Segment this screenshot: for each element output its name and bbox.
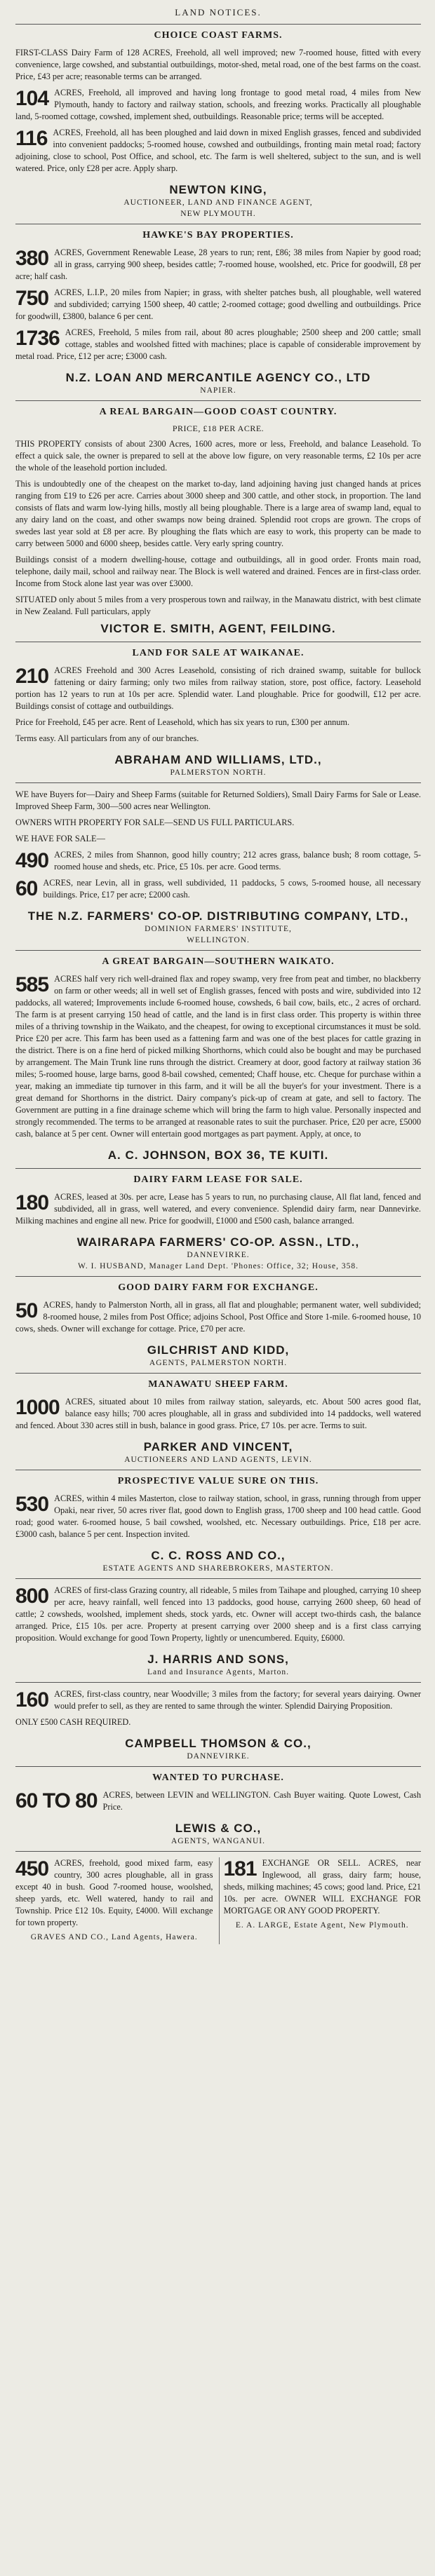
agent-name: E. A. LARGE, Estate Agent, New Plymouth. xyxy=(235,1921,409,1930)
ad-paragraph xyxy=(15,438,421,474)
agent-name: WAIRARAPA FARMERS' CO-OP. ASSN., LTD., xyxy=(76,1235,360,1249)
acreage-figure: 60 TO 80 xyxy=(15,1789,98,1812)
divider xyxy=(15,1851,421,1852)
ad-paragraph xyxy=(15,554,421,590)
agent-address: W. I. HUSBAND, Manager Land Dept. 'Phones: Office, 32; House, 358. xyxy=(78,1262,359,1270)
land-notice-ad xyxy=(15,30,421,218)
divider xyxy=(15,782,421,783)
land-notice-ad xyxy=(15,648,421,777)
agent-address: AGENTS, PALMERSTON NORTH. xyxy=(149,1359,288,1367)
ad-text: ACRES, within 4 miles Masterton, close to railway station, school, in grass, running through from upper Opaki, near river, 50 acres river flat, good down to English grass, 1700 sheep and 100 head cattle. Good road; good water. 6-roomed house, 5 bail cowshed, woolshed, etc. Necessary outbuildings. Price, £18 per acre. £3000 cash, balance 5 per cent. Inspection invited. xyxy=(15,1493,421,1539)
ad-paragraph xyxy=(15,87,421,123)
ad-text: ACRES, leased at 30s. per acre, Lease has 5 years to run, no purchasing clause, All flat land, fenced and subdivided, all in grass, well watered, and every convenience. Splendid dairy farm, near Dannevirke. Milking machines and engine all new. Price for goodwill, £1000 and £500 cash, balance arranged. xyxy=(15,1192,421,1226)
bottom-right-para: 181 EXCHANGE OR SELL. ACRES, near Inglewood, all grass, dairy farm; house, sheds, milking machines; 45 cows; good land. Price, £21 10s. per acre. OWNER WILL EXCHANGE FOR MORTGAGE OR ANY GOOD PROPERTY. xyxy=(223,1857,421,1916)
ad-text: OWNERS WITH PROPERTY FOR SALE—SEND US FULL PARTICULARS. xyxy=(15,818,295,827)
ad-text: ACRES, Freehold, all improved and having long frontage to good metal road, 4 miles from New Plymouth, handy to factory and railway station, schools, and freezing works. Practically all ploughable land, 5-roomed cottage, cowshed, implement shed, outbuildings. Reasonable price; terms will be accepted. xyxy=(15,88,421,121)
land-notice-ad xyxy=(15,407,421,636)
ad-paragraph xyxy=(15,665,421,712)
acreage-figure: 160 xyxy=(15,1688,49,1711)
ad-paragraph xyxy=(15,127,421,175)
ad-text: ACRES, Freehold, all has been ploughed and laid down in mixed English grasses, fenced and subdivided into convenient paddocks; 5-roomed house, cowshed and outbuildings, fronting main metal road; factory adjoining, close to school, Post Office, and school, etc. The farm is well sheltered, subject to the sun, and is well watered. Price, only £28 per acre. Apply sharp. xyxy=(15,128,421,173)
ad-paragraph xyxy=(15,1299,421,1335)
divider xyxy=(15,1168,421,1169)
divider xyxy=(15,1766,421,1767)
ad-text: ACRES, handy to Palmerston North, all in grass, all flat and ploughable; permanent water, well subdivided; 8-roomed house, 2 miles from Post Office; adjoins School, Post Office and Store 1-mile. 6-roomed house, 10 cows, sheds. Owner will exchange for cottage. Price, £70 per acre. xyxy=(15,1300,421,1334)
ad-paragraph xyxy=(15,594,421,618)
ad-paragraph xyxy=(15,833,421,845)
bottom-right-ad xyxy=(219,1857,422,1944)
ad-paragraph xyxy=(15,1688,421,1712)
ad-text: WE HAVE FOR SALE— xyxy=(15,834,105,843)
ad-heading: MANAWATU SHEEP FARM. xyxy=(148,1379,288,1390)
ad-paragraph xyxy=(15,1191,421,1227)
agent-name: GRAVES AND CO., Land Agents, Hawera. xyxy=(30,1933,198,1941)
ad-text: ACRES, first-class country, near Woodville; 3 miles from the factory; for several years dairying. Owner would prefer to sell, as they are rented to same through the winter. Splendid Dairying Proposition. xyxy=(54,1689,421,1711)
agent-address: AGENTS, WANGANUI. xyxy=(170,1837,266,1845)
ad-heading: PROSPECTIVE VALUE SURE ON THIS. xyxy=(117,1476,319,1486)
acreage-figure: 60 xyxy=(15,877,38,900)
agent-name: N.Z. LOAN AND MERCANTILE AGENCY CO., LTD xyxy=(65,371,371,384)
ad-heading: HAWKE'S BAY PROPERTIES. xyxy=(142,230,294,240)
agent-address: NEW PLYMOUTH. xyxy=(180,210,256,218)
acreage-figure: 450 xyxy=(15,1857,49,1880)
divider xyxy=(15,400,421,401)
ad-text: ACRES, Government Renewable Lease, 28 years to run; rent, £86; 38 miles from Napier by good road; all in grass, carrying 900 sheep, besides cattle; 7-roomed house, woolshed, etc. Price for goodwill, £8 per acre; half cash. xyxy=(15,248,421,281)
acreage-figure: 116 xyxy=(15,127,48,150)
ad-text: ACRES, near Levin, all in grass, well subdivided, 11 paddocks, 5 cows, 5-roomed house, all necessary buildings. Price, £17 per acre; £2000 cash. xyxy=(43,878,421,900)
ad-text: This is undoubtedly one of the cheapest on the market to-day, land adjoining having just changed hands at prices ranging from £19 to £26 per acre. Carries about 3000 sheep and 300 cattle, and other stock, in proportion. The land consists of flats and warm low-lying hills, mostly all being ploughable. There is a large area of swamp land, equal to any dairy land on the coast, and other swamps now being drained. Splendid root crops are grown. The crops of swedes last year sold at £8 per acre. By ploughing the flats which are easy to work, this property can be made to carry between 5000 and 6000 sheep, besides cattle. Very early spring country. xyxy=(15,479,421,548)
divider xyxy=(15,1276,421,1277)
ad-text: ACRES, Freehold, 5 miles from rail, about 80 acres ploughable; 2500 sheep and 200 cattle; small cottage, stables and woolshed fitted with machines; place is capable of considerable improvement by metal road. Price, £12 per acre; £3000 cash. xyxy=(15,327,421,361)
ad-text: WE have Buyers for—Dairy and Sheep Farms (suitable for Returned Soldiers), Small Dairy Farms for Sale or Lease. Improved Sheep Farm, 300—500 acres near Wellington. xyxy=(15,789,421,811)
land-notice-ad xyxy=(15,1772,421,1845)
acreage-figure: 750 xyxy=(15,287,49,310)
agent-name: THE N.Z. FARMERS' CO-OP. DISTRIBUTING COMPANY, LTD., xyxy=(27,909,409,923)
agent-address: PALMERSTON NORTH. xyxy=(170,768,267,777)
ad-text: FIRST-CLASS Dairy Farm of 128 ACRES, Freehold, all well improved; new 7-roomed house, fitted with every convenience, large cowshed, and substantial outbuildings, motor-shed, metal road, one of the best farms on the coast. Price, £43 per acre; reasonable terms can be arranged. xyxy=(15,48,421,81)
ad-paragraph xyxy=(15,1585,421,1644)
ad-paragraph xyxy=(15,717,421,728)
ad-paragraph xyxy=(15,973,421,1140)
agent-address: NAPIER. xyxy=(200,386,236,395)
ad-heading: GOOD DAIRY FARM FOR EXCHANGE. xyxy=(118,1282,319,1293)
ad-text: THIS PROPERTY consists of about 2300 Acres, 1600 acres, more or less, Freehold, and balance Leasehold. To effect a quick sale, the owner is prepared to sell at the above low figure, on very reasonable terms, £2 10s per acre the whole of the leasehold portion included. xyxy=(15,439,421,473)
land-notice-ad xyxy=(15,1688,421,1761)
agent-name: CAMPBELL THOMSON & CO., xyxy=(125,1737,312,1750)
agent-name: A. C. JOHNSON, BOX 36, TE KUITI. xyxy=(107,1148,329,1162)
land-notice-ad xyxy=(15,1476,421,1573)
acreage-figure: 104 xyxy=(15,87,49,110)
agent-address: AUCTIONEERS AND LAND AGENTS, LEVIN. xyxy=(124,1456,312,1464)
agent-name: NEWTON KING, xyxy=(169,183,267,196)
ad-heading: A REAL BARGAIN—GOOD COAST COUNTRY. xyxy=(99,407,337,417)
divider xyxy=(15,1682,421,1683)
agent-address: ESTATE AGENTS AND SHAREBROKERS, MASTERTON. xyxy=(102,1564,334,1573)
agent-address: WELLINGTON. xyxy=(187,936,250,944)
agent-name: VICTOR E. SMITH, AGENT, FEILDING. xyxy=(100,622,336,635)
bottom-columns xyxy=(15,1857,421,1944)
divider xyxy=(15,950,421,951)
land-notice-ad xyxy=(15,1282,421,1367)
ad-text: ACRES, L.I.P., 20 miles from Napier; in grass, with shelter patches bush, all ploughable, well watered and subdivided; carrying 1500 sheep, 40 cattle; 2-roomed cottage; good dwelling and outbuildings. Price for goodwill, £3800, balance 6 per cent. xyxy=(15,287,421,321)
ad-paragraph xyxy=(15,47,421,83)
ad-text: SITUATED only about 5 miles from a very prosperous town and railway, in the Manawatu district, with best climate in New Zealand. Full particulars, apply xyxy=(15,595,421,616)
agent-name: LEWIS & CO., xyxy=(175,1822,262,1835)
agent-name: GILCHRIST AND KIDD, xyxy=(147,1343,290,1357)
ad-text: ACRES, between LEVIN and WELLINGTON. Cash Buyer waiting. Quote Lowest, Cash Price. xyxy=(102,1790,421,1812)
acreage-figure: 50 xyxy=(15,1299,38,1322)
masthead: LAND NOTICES. xyxy=(175,7,262,18)
agent-name: ABRAHAM AND WILLIAMS, LTD., xyxy=(114,753,322,766)
agent-address: DOMINION FARMERS' INSTITUTE, xyxy=(145,925,292,933)
acreage-figure: 1736 xyxy=(15,327,60,350)
ad-heading: DAIRY FARM LEASE FOR SALE. xyxy=(133,1174,303,1185)
ad-text: Buildings consist of a modern dwelling-house, cottage and outbuildings, all in good order. Fronts main road, telephone, daily mail, school and railway near. The Block is well watered and drained. Fences are in first-class order. Income from Stock alone last year was over £3000. xyxy=(15,555,421,588)
ad-text: ACRES of first-class Grazing country, all rideable, 5 miles from Taihape and ploughed, carrying 10 sheep per acre, heavy rainfall, well fenced into 13 paddocks, good house, carrying 2600 sheep, 60 head of cattle; 2 cowsheds, woolshed, implement sheds, stock yards, etc. Owner will accept two-thirds cash, the balance arranged. Price, £15 10s. per acre. Property at present carrying over 2000 sheep and is a first class carrying proposition. Would exchange for good Town Property, lightly or unencumbered. Equity, £6000. xyxy=(15,1585,421,1643)
acreage-figure: 1000 xyxy=(15,1396,60,1419)
agent-address: DANNEVIRKE. xyxy=(187,1752,250,1761)
ad-paragraph xyxy=(15,247,421,283)
ad-text: Price for Freehold, £45 per acre. Rent of Leasehold, which has six years to run, £300 per annum. xyxy=(15,717,350,727)
divider xyxy=(15,24,421,25)
land-notice-ad xyxy=(15,956,421,1162)
ad-paragraph xyxy=(15,287,421,323)
ad-subheading: PRICE, £18 PER ACRE. xyxy=(172,423,265,433)
agent-name: J. HARRIS AND SONS, xyxy=(147,1653,289,1666)
ad-paragraph xyxy=(15,817,421,829)
ad-paragraph xyxy=(15,1396,421,1432)
agent-name: PARKER AND VINCENT, xyxy=(143,1440,293,1453)
acreage-figure: 181 xyxy=(223,1857,257,1880)
land-notice-ad xyxy=(15,1174,421,1270)
acreage-figure: 530 xyxy=(15,1493,49,1516)
land-notice-ad xyxy=(15,789,421,944)
acreage-figure: 490 xyxy=(15,849,49,872)
ad-text: ACRES Freehold and 300 Acres Leasehold, consisting of rich drained swamp, suitable for bullock fattening or dairy farming; only two miles from railway station, store, post office, factory. Leasehold portion has 12 years to run at 10s per acre. Splendid water. Land ploughable. Price for goodwill, £12 per acre. Buildings consist of cottage and outbuildings. xyxy=(15,665,421,711)
ad-heading: LAND FOR SALE AT WAIKANAE. xyxy=(132,648,304,658)
agent-address: Land and Insurance Agents, Marton. xyxy=(147,1668,289,1676)
agent-address: AUCTIONEER, LAND AND FINANCE AGENT, xyxy=(123,198,313,207)
divider xyxy=(15,1578,421,1579)
ad-paragraph xyxy=(15,789,421,813)
ad-heading: CHOICE COAST FARMS. xyxy=(154,30,283,41)
ads-container xyxy=(15,30,421,1845)
bottom-left-ad xyxy=(15,1857,213,1944)
ad-text: ONLY £500 CASH REQUIRED. xyxy=(15,1717,131,1727)
ad-paragraph xyxy=(15,1716,421,1728)
divider xyxy=(15,1373,421,1374)
ad-paragraph xyxy=(15,1493,421,1540)
land-notice-ad xyxy=(15,1585,421,1676)
acreage-figure: 585 xyxy=(15,973,49,996)
acreage-figure: 180 xyxy=(15,1191,49,1214)
ad-paragraph xyxy=(15,733,421,745)
agent-address: DANNEVIRKE. xyxy=(187,1251,250,1259)
ad-heading: A GREAT BARGAIN—SOUTHERN WAIKATO. xyxy=(102,956,335,967)
acreage-figure: 800 xyxy=(15,1585,49,1608)
land-notice-ad xyxy=(15,230,421,395)
ad-heading: WANTED TO PURCHASE. xyxy=(152,1772,284,1783)
ad-paragraph xyxy=(15,849,421,873)
ad-paragraph xyxy=(15,327,421,362)
ad-paragraph xyxy=(15,877,421,901)
ad-paragraph xyxy=(15,1789,421,1813)
land-notice-ad xyxy=(15,1379,421,1464)
ad-text: ACRES half very rich well-drained flax and ropey swamp, very free from peat and timber, no blackberry on farm or other weeds; all in well set of English grasses, fenced with posts and wire, subdivided into 12 paddocks, all watered; Improvements include 6-roomed house, cowsheds, 6 bail cow, bails, etc., 2 acres of orchard. The farm is at present carrying 150 head of cattle, and the land is in first class order. This property is within three miles of a thriving township in the Waikato, and the cheapest, for owing to exceptional circumstances it must be sold. Price £20 per acre. This farm has been used as a fattening farm and was one of the best places for cattle grazing in the district. There is on a fine herd of picked milking Shorthorns, which could also be bought and may be purchased by arrangement. The Main Trunk line runs through the district. Creamery at door, good factory at railway station 36 miles; 5-roomed house, large barns, good 8-bail cowshed, cemented; Chaff house, etc. Cheque for purchase within a year, making an immediate tip turnover in this farm, and it will be all the buyer's for your investment. There is a great demand for Shorthorns in the district. Dairy company's pick-up of cream at gate, and sell to factory. The Government are putting in a fine drainage scheme which will bring the farm to high value. Personally inspected and strongly recommended. The terms to be arranged at reasonable rates to suit the purchaser. Price, £20 per acre, £5000 cash, balance at 5 per cent. Owner will entertain good mortgages as part payment. Apply, at once, to xyxy=(15,974,421,1139)
acreage-figure: 380 xyxy=(15,247,49,270)
ad-text: ACRES, 2 miles from Shannon, good hilly country; 212 acres grass, balance bush; 8 room cottage, 5-roomed house and sheds, etc. Price, £5 10s. per acre. Good terms. xyxy=(54,850,421,872)
ad-text: ACRES, situated about 10 miles from railway station, saleyards, etc. About 500 acres good flat, balance easy hills; 700 acres ploughable, all in grass and subdivided into 14 paddocks, well watered and fenced. About 330 acres still in bush, balance in good grass. Price, £7 10s. per acre. Terms to suit. xyxy=(15,1397,421,1430)
acreage-figure: 210 xyxy=(15,665,49,688)
agent-name: C. C. ROSS AND CO., xyxy=(151,1549,286,1562)
bottom-left-para: 450 ACRES, freehold, good mixed farm, easy country, 300 acres ploughable, all in grass except 40 in bush. Good 7-roomed house, woolshed, sheep yards, etc. Well watered, handy to rail and Township. Price £12 10s. Equity, £4000. Will exchange for town property. xyxy=(15,1857,213,1927)
ad-paragraph xyxy=(15,478,421,550)
ad-text: Terms easy. All particulars from any of our branches. xyxy=(15,733,199,743)
